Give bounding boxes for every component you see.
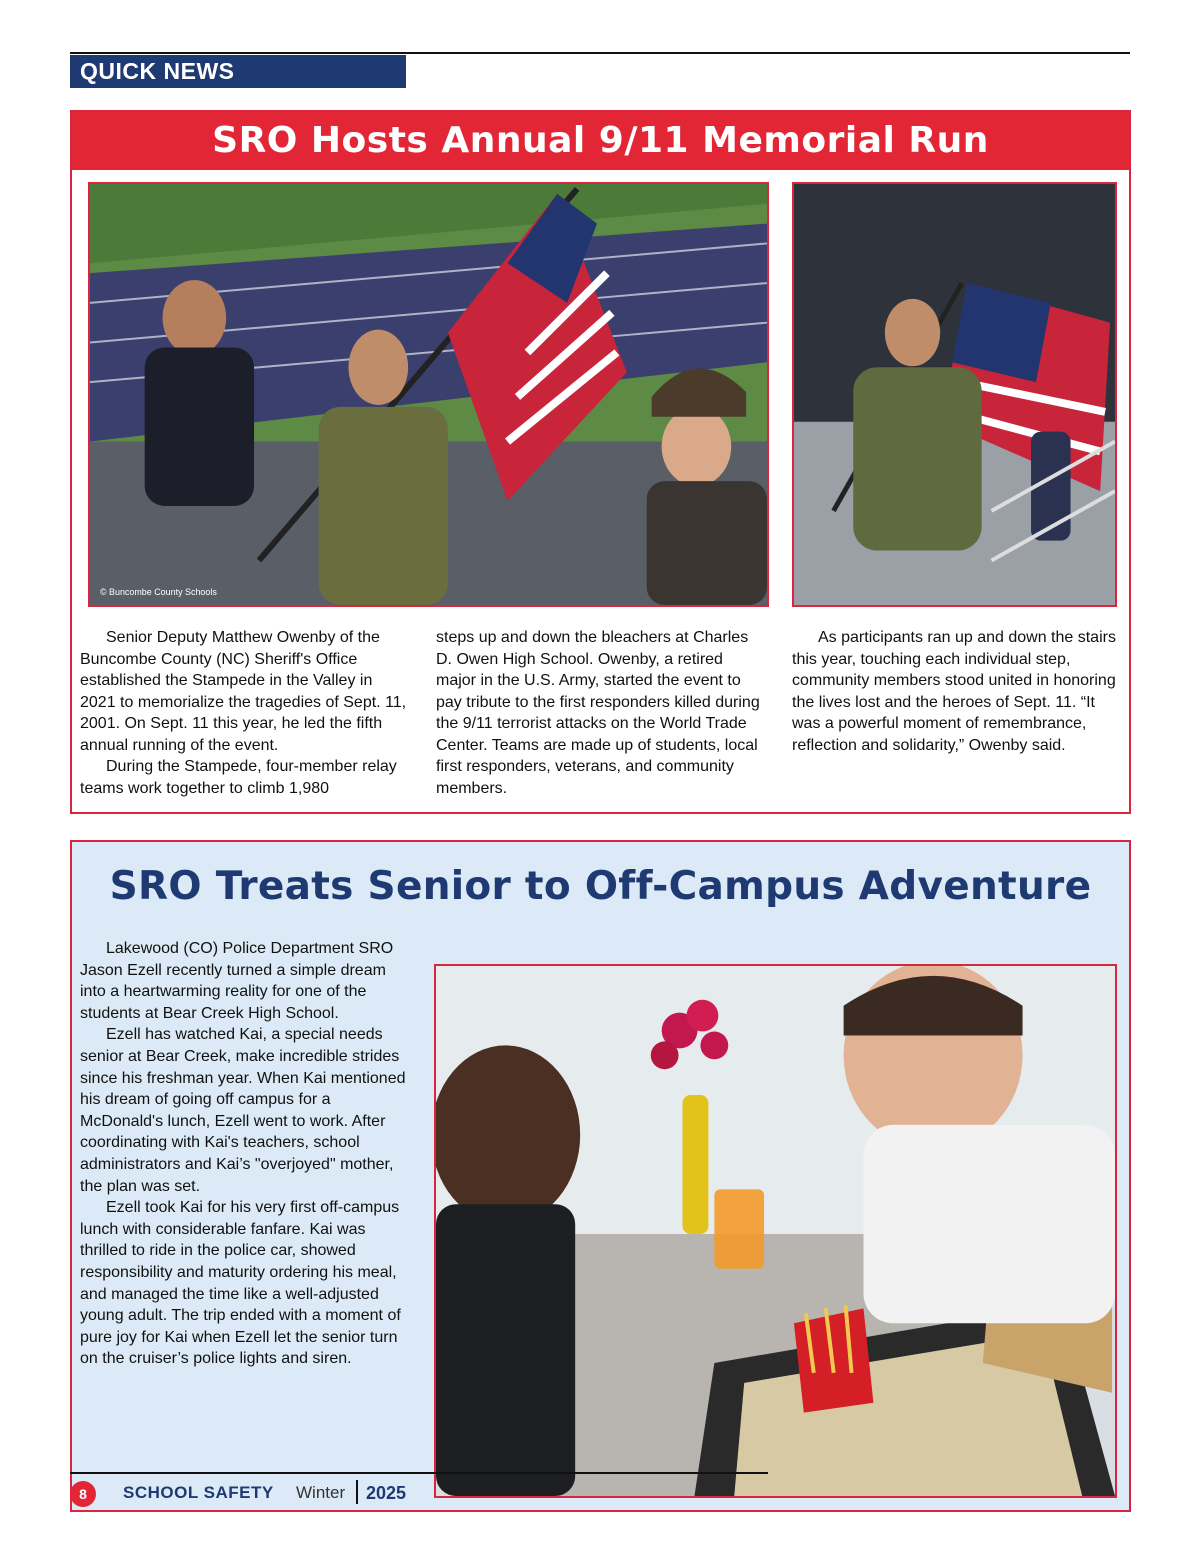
issue-year: 2025 xyxy=(366,1483,407,1503)
story-off-campus-adventure xyxy=(70,840,1131,1512)
story1-column-3 xyxy=(792,627,1124,756)
issue-season: Winter xyxy=(296,1483,346,1502)
top-rule xyxy=(70,52,1130,54)
page-number: 8 xyxy=(70,1481,96,1507)
publication-name: SCHOOL SAFETY xyxy=(123,1483,274,1502)
photo-mcdonalds-lunch xyxy=(434,964,1117,1498)
photo-memorial-run-bleachers xyxy=(792,182,1117,607)
story-memorial-run xyxy=(70,110,1131,814)
story1-headline: SRO Hosts Annual 9/11 Memorial Run xyxy=(72,112,1129,170)
story2-paragraph: Lakewood (CO) Police Department SRO Jason Ezell recently turned a simple dream into a heartwarming reality for one of the students at Bear Creek High School. xyxy=(80,940,394,1022)
story1-paragraph: steps up and down the bleachers at Charles D. Owen High School. Owenby, a retired major in the U.S. Army, started the event to pay tribute to the first responders killed during the 9/11 terrorist attacks on the World Trade Center. Teams are made up of students, local first responders, veterans, and community members. xyxy=(436,629,760,797)
story2-paragraph: Ezell has watched Kai, a special needs senior at Bear Creek, make incredible strides since his freshman year. When Kai mentioned his dream of going off campus for a McDonald's lunch, Ezell went to work. After coordinating with Kai's teachers, school administrators and Kai’s "overjoyed" mother, the plan was set. xyxy=(80,1026,406,1195)
story1-column-1 xyxy=(80,627,410,799)
story1-column-2 xyxy=(436,627,766,799)
photo-credit: © Buncombe County Schools xyxy=(99,587,217,598)
story1-paragraph: Senior Deputy Matthew Owenby of the Buncombe County (NC) Sheriff's Office established the Stampede in the Valley in 2021 to memorialize the tragedies of Sept. 11, 2001. On Sept. 11 this year, he led the fifth annual running of the event. xyxy=(80,629,407,754)
footer-separator xyxy=(356,1480,358,1504)
story1-paragraph: During the Stampede, four-member relay teams work together to climb 1,980 xyxy=(80,758,397,797)
section-label: QUICK NEWS xyxy=(70,55,406,88)
footer-rule xyxy=(70,1472,768,1474)
story1-paragraph: As participants ran up and down the stairs this year, touching each individual step, community members stood united in honoring the lives lost and the heroes of Sept. 11. “It was a powerful moment of remembrance, reflection and solidarity,” Owenby said. xyxy=(792,629,1116,754)
photo-memorial-run-field xyxy=(88,182,769,607)
story2-column xyxy=(80,938,412,1370)
story2-paragraph: Ezell took Kai for his very first off-campus lunch with considerable fanfare. Kai was thrilled to ride in the police car, showed responsibility and maturity ordering his meal, and managed the time like a well-adjusted young adult. The trip ended with a moment of pure joy for Kai when Ezell let the senior turn on the cruiser’s police lights and siren. xyxy=(80,1199,401,1368)
story2-headline: SRO Treats Senior to Off-Campus Adventure xyxy=(109,864,1092,909)
